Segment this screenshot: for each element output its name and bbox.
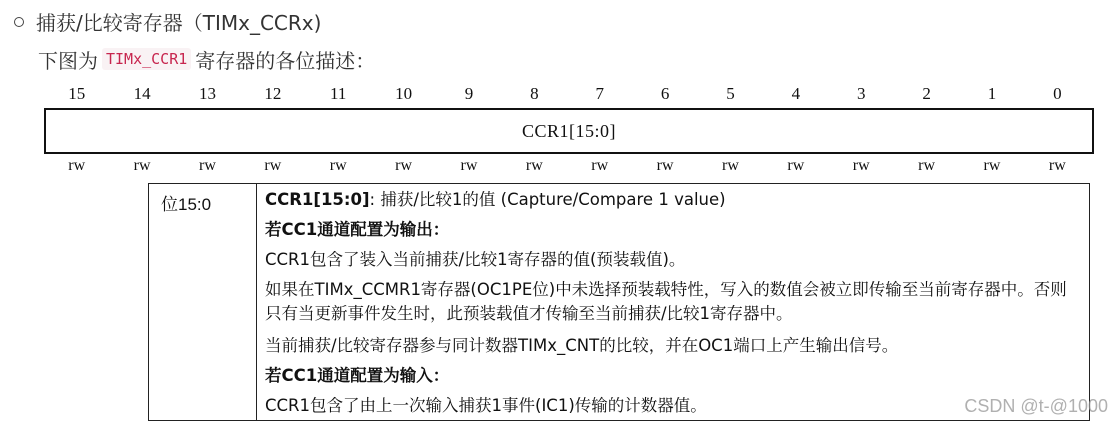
access-label-bit-5: rw <box>721 157 739 174</box>
output-heading: 若CC1通道配置为输出： <box>265 220 450 239</box>
bit-number-9: 9 <box>464 84 474 103</box>
watermark: CSDN @t-@1000 <box>964 396 1108 416</box>
bit-number-6: 6 <box>660 84 670 103</box>
section-title: 捕获/比较寄存器（TIMx_CCRx) <box>36 10 322 35</box>
access-label-bit-14: rw <box>133 157 151 174</box>
bit-number-13: 13 <box>198 84 216 103</box>
register-field-label: CCR1[15:0] <box>521 120 616 141</box>
bit-number-4: 4 <box>791 84 801 103</box>
access-label-bit-12: rw <box>264 157 282 174</box>
access-label-bit-10: rw <box>395 157 412 174</box>
access-label-bit-4: rw <box>787 157 805 174</box>
bit-number-11: 11 <box>330 84 347 103</box>
input-line-1: CCR1包含了由上一次输入捕获1事件(IC1)传输的计数器值。 <box>265 396 707 415</box>
bits-label: 位15:0 <box>161 195 212 214</box>
access-label-bit-2: rw <box>918 157 935 174</box>
access-label-bit-3: rw <box>852 157 870 174</box>
bit-number-7: 7 <box>595 84 604 103</box>
access-label-bit-13: rw <box>198 157 216 174</box>
bullet-icon <box>14 17 24 27</box>
register-code: TIMx_CCR1 <box>102 48 191 70</box>
bit-number-14: 14 <box>133 84 151 103</box>
bit-number-1: 1 <box>987 84 997 103</box>
bits-column <box>149 184 257 420</box>
field-summary: : 捕获/比较1的值 (Capture/Compare 1 value) <box>369 190 726 209</box>
field-name: CCR1[15:0] <box>265 190 370 209</box>
access-label-bit-7: rw <box>591 157 609 174</box>
bit-number-5: 5 <box>726 84 735 103</box>
bit-number-10: 10 <box>395 84 413 103</box>
access-label-bit-0: rw <box>1048 157 1066 174</box>
bit-number-2: 2 <box>922 84 931 103</box>
access-label-bit-11: rw <box>329 157 347 174</box>
bit-number-3: 3 <box>856 84 866 103</box>
access-label-bit-6: rw <box>656 157 674 174</box>
bit-number-15: 15 <box>68 84 86 103</box>
register-field-box <box>44 108 1094 154</box>
intro-text-before: 下图为 <box>38 48 98 73</box>
output-line-3: 当前捕获/比较寄存器参与同计数器TIMx_CNT的比较，并在OC1端口上产生输出信号。 <box>265 336 899 355</box>
access-label-bit-8: rw <box>525 157 543 174</box>
intro-text-after: 寄存器的各位描述： <box>195 48 376 73</box>
field-title-line <box>265 188 1081 212</box>
section-heading <box>14 6 321 36</box>
input-heading: 若CC1通道配置为输入： <box>265 366 450 385</box>
output-line-1: CCR1包含了装入当前捕获/比较1寄存器的值(预装载值)。 <box>265 250 686 269</box>
access-label-bit-1: rw <box>983 157 1001 174</box>
access-label-bit-9: rw <box>460 157 478 174</box>
intro-line <box>38 44 375 74</box>
bit-number-8: 8 <box>530 84 539 103</box>
bit-number-12: 12 <box>264 84 282 103</box>
bit-number-0: 0 <box>1053 84 1062 103</box>
access-label-bit-15: rw <box>68 157 86 174</box>
output-line-2: 如果在TIMx_CCMR1寄存器(OC1PE位)中未选择预装载特性，写入的数值会被立即传输至当前寄存器中。否则只有当更新事件发生时，此预装载值才传输至当前捕获/比较1寄存器中。 <box>265 280 1067 323</box>
description-column <box>257 184 1089 420</box>
bit-description-table <box>148 183 1090 421</box>
